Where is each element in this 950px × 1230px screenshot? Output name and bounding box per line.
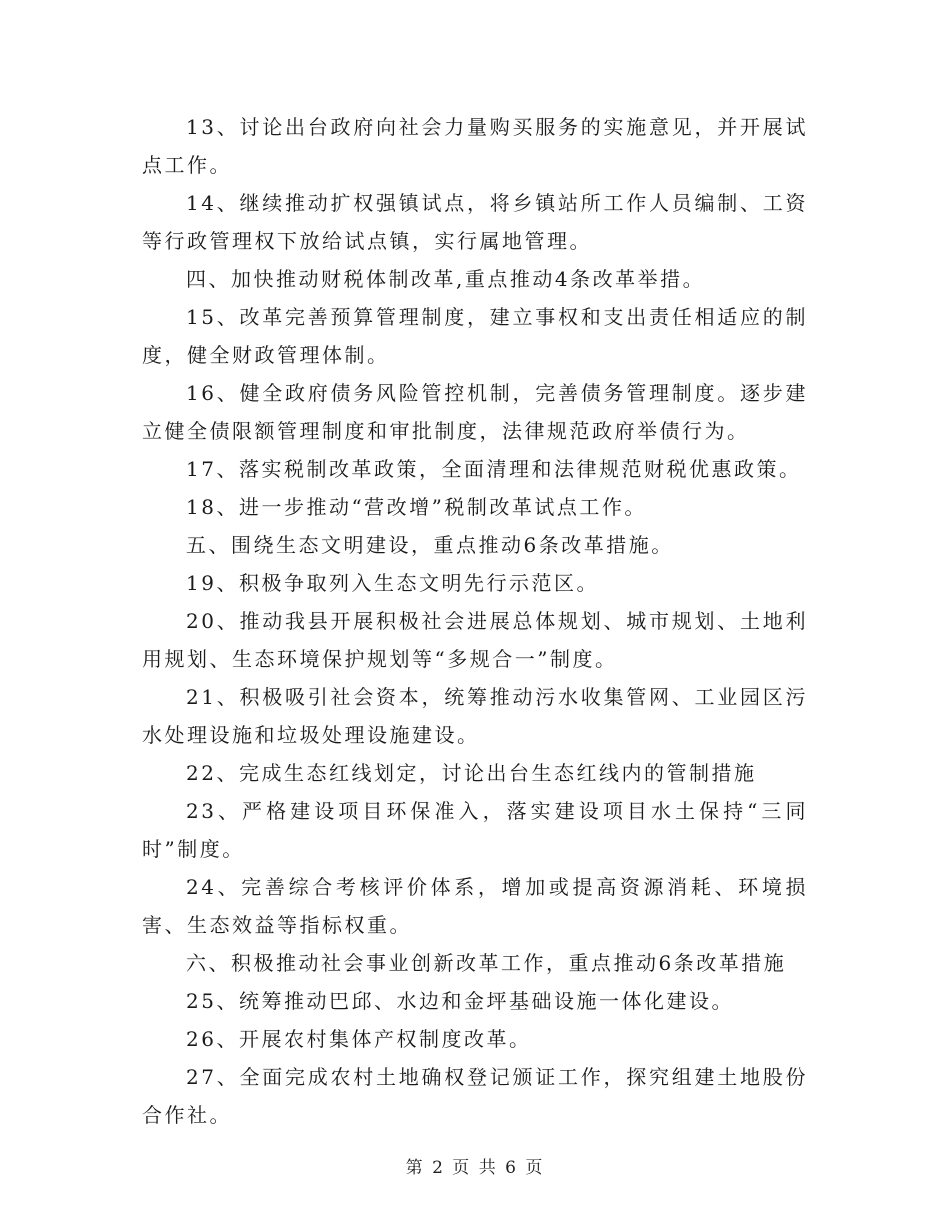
paragraph-item-15: 15、改革完善预算管理制度，建立事权和支出责任相适应的制度，健全财政管理体制。 [142, 305, 808, 367]
paragraph-item-27: 27、全面完成农村土地确权登记颁证工作，探究组建土地股份合作社。 [142, 1065, 808, 1127]
paragraph-item-18: 18、进一步推动“营改增”税制改革试点工作。 [186, 495, 647, 519]
paragraph-item-20: 20、推动我县开展积极社会进展总体规划、城市规划、土地利用规划、生态环境保护规划等“多规合一”制度。 [142, 609, 808, 671]
document-body [142, 108, 808, 1134]
paragraph-item-13: 13、讨论出台政府向社会力量购买服务的实施意见，并开展试点工作。 [142, 115, 808, 177]
paragraph-item-23: 23、严格建设项目环保准入，落实建设项目水土保持“三同时”制度。 [142, 799, 808, 861]
section-heading-6: 六、积极推动社会事业创新改革工作，重点推动6条改革措施 [186, 951, 787, 975]
paragraph-item-19: 19、积极争取列入生态文明先行示范区。 [186, 571, 599, 595]
paragraph-item-21: 21、积极吸引社会资本，统筹推动污水收集管网、工业园区污水处理设施和垃圾处理设施建设。 [142, 685, 808, 747]
paragraph-item-24: 24、完善综合考核评价体系，增加或提高资源消耗、环境损害、生态效益等指标权重。 [142, 875, 808, 937]
paragraph-item-14: 14、继续推动扩权强镇试点，将乡镇站所工作人员编制、工资等行政管理权下放给试点镇，实行属地管理。 [142, 191, 808, 253]
paragraph-item-26: 26、开展农村集体产权制度改革。 [186, 1027, 532, 1051]
section-heading-5: 五、围绕生态文明建设，重点推动6条改革措施。 [186, 533, 674, 557]
paragraph-item-22: 22、完成生态红线划定，讨论出台生态红线内的管制措施 [186, 761, 757, 785]
page-number-footer: 第 2 页 共 6 页 [405, 1158, 545, 1178]
section-heading-4: 四、加快推动财税体制改革,重点推动4条改革举措。 [186, 267, 706, 291]
paragraph-item-17: 17、落实税制改革政策，全面清理和法律规范财税优惠政策。 [186, 457, 802, 481]
paragraph-item-16: 16、健全政府债务风险管控机制，完善债务管理制度。逐步建立健全债限额管理制度和审批制度，法律规范政府举债行为。 [142, 381, 808, 443]
paragraph-item-25: 25、统筹推动巴邱、水边和金坪基础设施一体化建设。 [186, 989, 734, 1013]
